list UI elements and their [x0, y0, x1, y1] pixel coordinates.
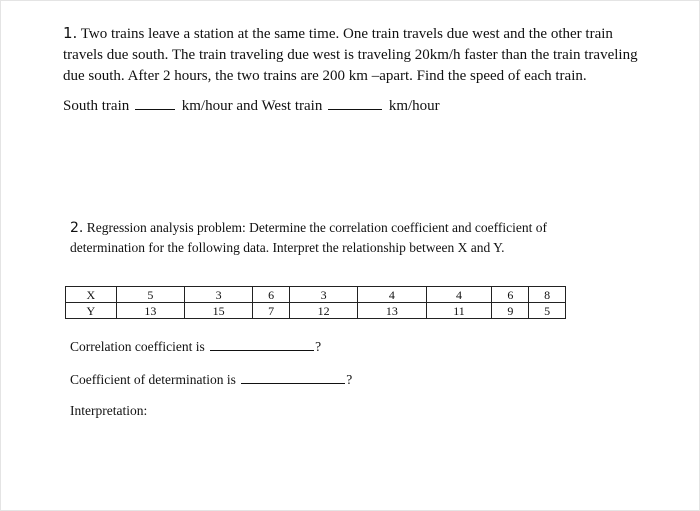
table-cell: 13 [116, 303, 184, 319]
x-header-cell: X [66, 287, 117, 303]
table-cell: 4 [358, 287, 426, 303]
table-cell: 6 [492, 287, 529, 303]
west-train-label: km/hour and West train [181, 98, 323, 114]
question-2-number: 2. [70, 220, 84, 236]
table-cell: 7 [253, 303, 290, 319]
question-1-text: Two trains leave a station at the same time. One train travels due west and the other train travels due south. The train traveling due west is traveling 20km/h faster than the train traveling due south. After 2 hours, the two trains are 200 km –apart. Find the speed of each train. [63, 26, 638, 84]
table-cell: 8 [529, 287, 566, 303]
table-cell: 5 [529, 303, 566, 319]
determination-label: Coefficient of determination is [70, 372, 236, 387]
determination-blank[interactable] [241, 371, 345, 384]
interpretation-label: Interpretation: [70, 403, 148, 418]
south-train-blank[interactable] [135, 97, 175, 110]
table-row-y [66, 303, 566, 319]
south-train-label: South train [63, 98, 130, 114]
table-cell: 3 [185, 287, 253, 303]
table-cell: 12 [290, 303, 358, 319]
table-cell: 6 [253, 287, 290, 303]
table-cell: 4 [426, 287, 492, 303]
table-cell: 3 [290, 287, 358, 303]
y-header-cell: Y [66, 303, 117, 319]
correlation-line [70, 338, 321, 355]
data-table [65, 286, 566, 319]
question-2-text: Regression analysis problem: Determine the correlation coefficient and coefficient of determination for the following data. Interpret the relationship between X and Y. [70, 220, 547, 255]
question-1-answer-line [63, 97, 440, 115]
question-1 [63, 23, 653, 87]
table-cell: 13 [358, 303, 426, 319]
west-train-blank[interactable] [328, 97, 382, 110]
table-row-x [66, 287, 566, 303]
unit-label: km/hour [388, 98, 440, 114]
question-1-number: 1. [63, 24, 78, 42]
determination-question-mark: ? [346, 372, 353, 387]
table-cell: 11 [426, 303, 492, 319]
question-2 [70, 218, 590, 258]
table-cell: 9 [492, 303, 529, 319]
table-cell: 5 [116, 287, 184, 303]
correlation-label: Correlation coefficient is [70, 339, 205, 354]
interpretation-line [70, 403, 147, 419]
table-cell: 15 [185, 303, 253, 319]
correlation-blank[interactable] [210, 338, 314, 351]
determination-line [70, 371, 352, 388]
correlation-question-mark: ? [315, 339, 322, 354]
